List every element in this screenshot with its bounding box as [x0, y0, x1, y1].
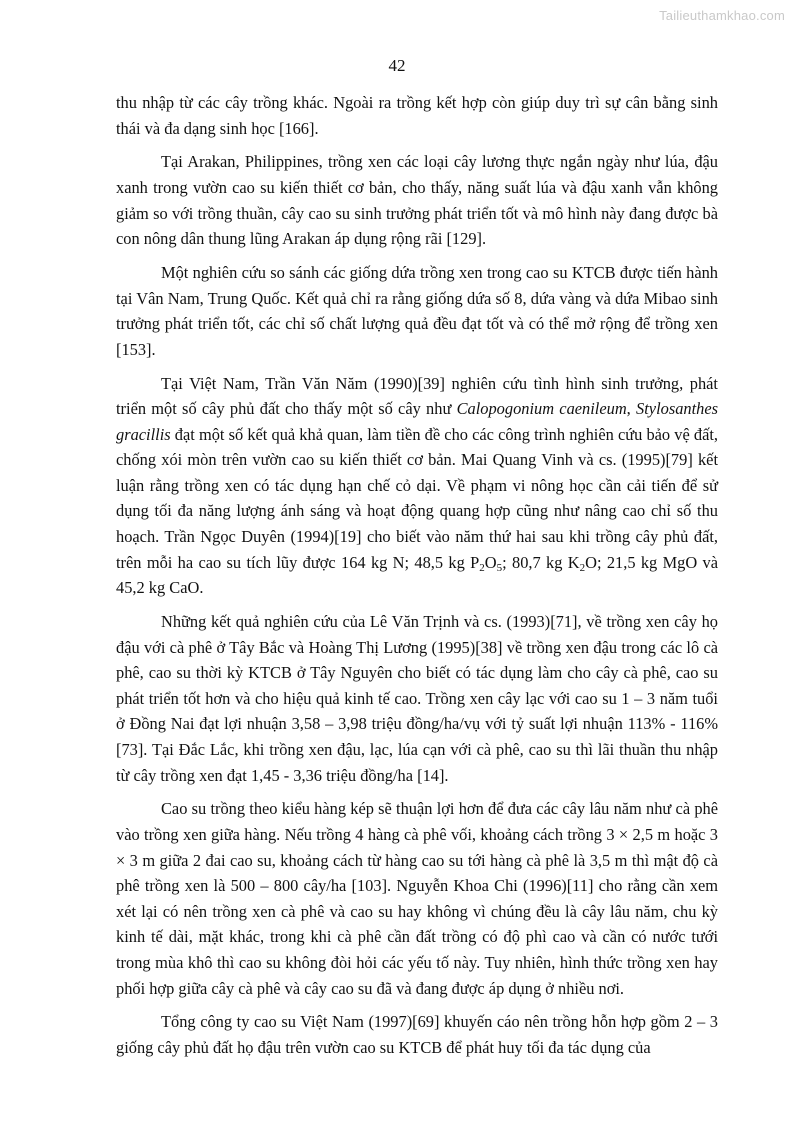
- p4-text-5: ; 80,7 kg K: [502, 552, 580, 572]
- p4-text-2: ,: [626, 399, 637, 419]
- p4-sub-1: 2: [479, 561, 485, 574]
- page-number: 42: [388, 56, 406, 75]
- p4-sub-2: 5: [496, 561, 503, 574]
- paragraph-6: Cao su trồng theo kiểu hàng kép sẽ thuận lợi hơn để đưa các cây lâu năm như cà phê vào trồng xen giữa hàng. Nếu trồng 4 hàng cà phê vối, khoảng cách trồng 3 × 2,5 m hoặc 3 × 3 m giữa 2 đai cao su, khoảng cách từ hàng cao su tới hàng cà phê là 3,5 m thì mật độ cà phê trồng xen là 500 – 800 cây/ha [103]. Nguyễn Khoa Chi (1996)[11] cho rằng cần xem xét lại có nên trồng xen cà phê và cao su hay không vì chúng đều là cây lâu năm, chu kỳ kinh tế dài, mặt khác, trong khi cà phê cần đất trồng có độ phì cao và cần có nước tưới trong mùa khô thì cao su không đòi hỏi các yếu tố này. Tuy nhiên, hình thức trồng xen hay phối hợp giữa cây cà phê và cây cao su đã và đang được áp dụng ở nhiều nơi.: [116, 799, 718, 998]
- p4-text-3: đạt một số kết quả khả quan, làm tiền đề cho các công trình nghiên cứu bảo vệ đất, chống xói mòn trên vườn cao su kiến thiết cơ bản. Mai Quang Vinh và cs. (1995)[79] kết luận rằng trồng xen có tác dụng hạn chế cỏ dại. Về phạm vi nông học cần cải tiến để sử dụng tối đa năng lượng ánh sáng và hoạt động quang hợp cũng như nâng cao chỉ số thu hoạch. Trần Ngọc Duyên (1994)[19] cho biết vào năm thứ hai sau khi trồng cây phủ đất, trên mỗi ha cao su tích lũy được 164 kg N; 48,5 kg P: [116, 424, 718, 572]
- p4-text-6: O; 21,5 kg MgO và 45,2 kg CaO.: [116, 552, 719, 598]
- p4-text-1: Tại Việt Nam, Trần Văn Năm (1990)[39] nghiên cứu tình hình sinh trưởng, phát triển một số cây phủ đất cho thấy một số cây như: [116, 373, 718, 419]
- document-body: [116, 90, 718, 1061]
- paragraph-5: Những kết quả nghiên cứu của Lê Văn Trịnh và cs. (1993)[71], về trồng xen cây họ đậu với cà phê ở Tây Bắc và Hoàng Thị Lương (1995)[38] về trồng xen đậu trong các lô cà phê, cao su thời kỳ KTCB ở Tây Nguyên cho biết có tác dụng làm cho cây cà phê, cao su phát triển tốt hơn và cho hiệu quả kinh tế cao. Trồng xen cây lạc với cao su 1 – 3 năm tuổi ở Đồng Nai đạt lợi nhuận 3,58 – 3,98 triệu đồng/ha/vụ với tỷ suất lợi nhuận 113% - 116% [73]. Tại Đắc Lắc, khi trồng xen đậu, lạc, lúa cạn với cà phê, cao su thì lãi thuần thu nhập từ cây trồng xen đạt 1,45 - 3,36 triệu đồng/ha [14].: [116, 612, 718, 785]
- paragraph-1: thu nhập từ các cây trồng khác. Ngoài ra trồng kết hợp còn giúp duy trì sự cân bằng sinh thái và đa dạng sinh học [166].: [116, 93, 718, 138]
- watermark-text: Tailieuthamkhao.com: [659, 8, 785, 23]
- p4-species-2: Stylosanthes gracillis: [116, 399, 718, 444]
- paragraph-7: Tổng công ty cao su Việt Nam (1997)[69] khuyến cáo nên trồng hỗn hợp gồm 2 – 3 giống cây phủ đất họ đậu trên vườn cao su KTCB để phát huy tối đa tác dụng của: [116, 1012, 718, 1057]
- paragraph-3: Một nghiên cứu so sánh các giống dứa trồng xen trong cao su KTCB được tiến hành tại Vân Nam, Trung Quốc. Kết quả chỉ ra rằng giống dứa số 8, dứa vàng và dứa Mibao sinh trưởng phát triển tốt, các chỉ số chất lượng quả đều đạt tốt và có thể mở rộng để trồng xen [153].: [116, 262, 718, 359]
- p4-species-1: Calopogonium caenileum: [456, 399, 627, 419]
- p4-text-4: O: [484, 552, 497, 572]
- p4-sub-3: 2: [579, 561, 586, 574]
- paragraph-4: [116, 371, 718, 601]
- paragraph-2: Tại Arakan, Philippines, trồng xen các loại cây lương thực ngắn ngày như lúa, đậu xanh trong vườn cao su kiến thiết cơ bản, cho thấy, năng suất lúa và đậu xanh vẫn không giảm so với trồng thuần, cây cao su sinh trưởng phát triển tốt và mô hình này đang được bà con nông dân thung lũng Arakan áp dụng rộng rãi [129].: [116, 152, 718, 249]
